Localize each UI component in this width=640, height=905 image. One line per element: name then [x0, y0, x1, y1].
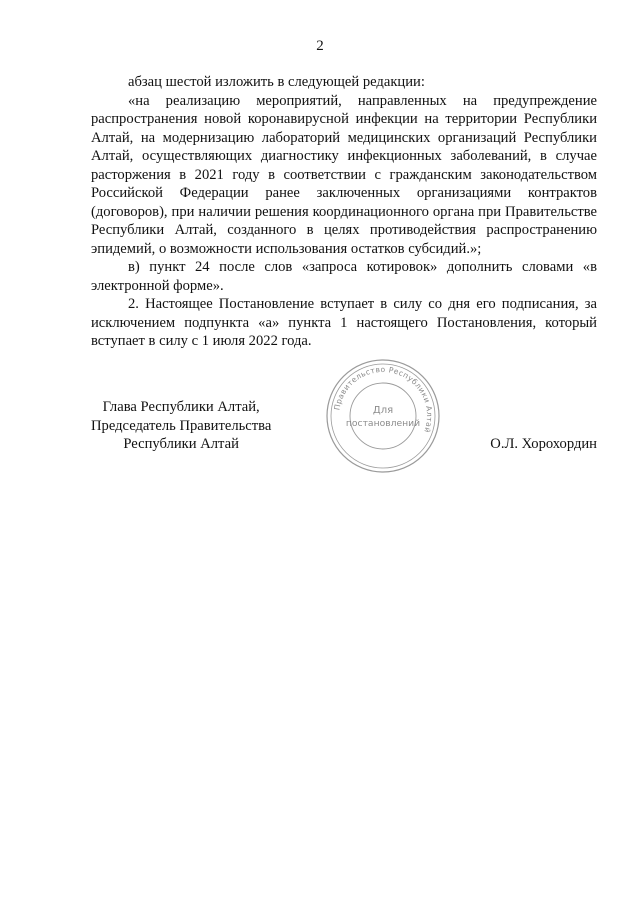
seal-icon — [324, 357, 442, 475]
signatory-title-line-3: Республики Алтай — [123, 436, 239, 452]
signatory-title — [91, 398, 271, 454]
document-body — [91, 73, 597, 351]
paragraph-amendment-text: «на реализацию мероприятий, направленных на предупреждение распространения новой коронавирусной инфекции на территории Республики Алтай, на модернизацию лабораторий медицинских организаций Республики Алтай, осуществляющих диагностику инфекционных заболеваний, в случае расторжения в 2021 году в соответствии с гражданским законодательством Российской Федерации ранее заключенных организациями контрактов (договоров), при наличии решения координационного органа при Правительстве Республики Алтай, созданного в целях противодействия распространению эпидемий, о возможности использования остатков субсидий.»; — [91, 92, 597, 257]
paragraph-effective-date: 2. Настоящее Постановление вступает в силу со дня его подписания, за исключением подпункта «а» пункта 1 настоящего Постановления, который вступает в силу с 1 июля 2022 года. — [91, 296, 597, 349]
page-number: 2 — [316, 38, 324, 54]
paragraph-item-v: в) пункт 24 после слов «запроса котировок» дополнить словами «в электронной форме». — [91, 259, 597, 294]
seal-center-text-1: Для — [372, 405, 394, 416]
signatory-name: О.Л. Хорохордин — [490, 436, 597, 452]
signatory-title-line-1: Глава Республики Алтай, — [102, 399, 260, 415]
signatory-title-line-2: Председатель Правительства — [91, 417, 272, 434]
seal-ring-text: Правительство Республики Алтай — [332, 364, 435, 435]
seal-center-text-2: постановлений — [345, 418, 421, 429]
official-seal-stamp — [324, 357, 442, 475]
paragraph-amendment-intro: абзац шестой изложить в следующей редакции: — [128, 74, 425, 90]
